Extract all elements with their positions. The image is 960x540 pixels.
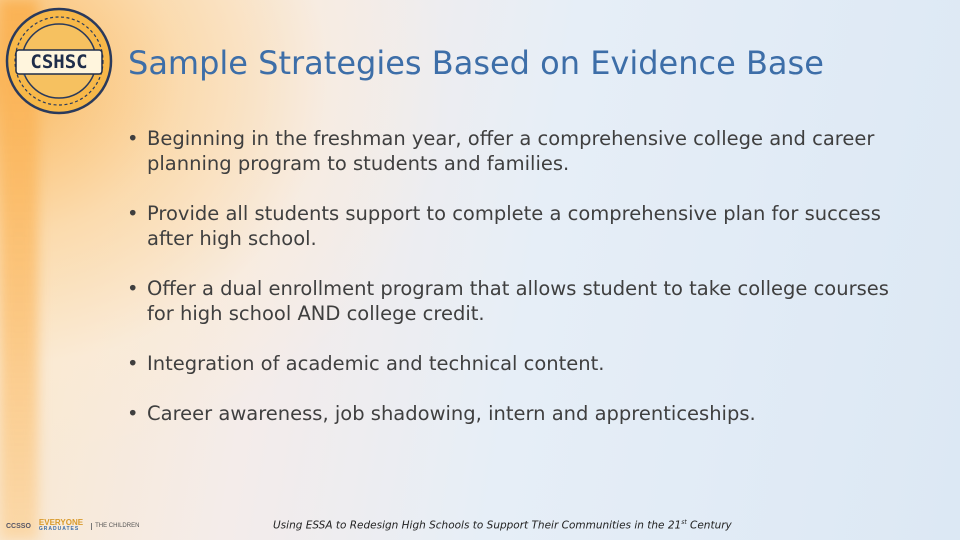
cshsc-logo bbox=[4, 6, 114, 116]
third-partner-logo: THE CHILDREN bbox=[91, 523, 139, 530]
bullet-icon: • bbox=[127, 202, 139, 225]
bullet-text: Career awareness, job shadowing, intern and apprenticeships. bbox=[147, 402, 756, 425]
list-item bbox=[125, 126, 905, 201]
footer-caption bbox=[273, 519, 732, 532]
footer-text: Using ESSA to Redesign High Schools to Support Their Communities in the 21 bbox=[273, 519, 682, 532]
bullet-text: Offer a dual enrollment program that allows student to take college courses for high school AND college credit. bbox=[147, 277, 889, 325]
bullet-text: Beginning in the freshman year, offer a comprehensive college and career planning program to students and families. bbox=[147, 127, 875, 175]
list-item bbox=[125, 401, 905, 426]
list-item bbox=[125, 276, 905, 351]
bullet-icon: • bbox=[127, 352, 139, 375]
footer-text-end: Century bbox=[686, 519, 732, 532]
footer-sup: st bbox=[681, 519, 687, 526]
everyone-graduates-logo-sub: GRADUATES bbox=[38, 526, 80, 532]
slide-title: Sample Strategies Based on Evidence Base bbox=[128, 44, 824, 82]
logo-text: CSHSC bbox=[30, 51, 88, 73]
everyone-graduates-logo-text: EVERYONE bbox=[38, 518, 84, 527]
ccsso-logo: CCSSO bbox=[6, 522, 31, 530]
bullet-text: Provide all students support to complete a comprehensive plan for success after high school. bbox=[147, 202, 881, 250]
bullet-icon: • bbox=[127, 127, 139, 150]
list-item bbox=[125, 201, 905, 276]
everyone-graduates-logo bbox=[39, 519, 83, 533]
bullet-text: Integration of academic and technical content. bbox=[147, 352, 605, 375]
bullet-list bbox=[125, 126, 905, 426]
partner-logos bbox=[6, 516, 139, 536]
bullet-icon: • bbox=[127, 402, 139, 425]
bullet-icon: • bbox=[127, 277, 139, 300]
list-item bbox=[125, 351, 905, 401]
